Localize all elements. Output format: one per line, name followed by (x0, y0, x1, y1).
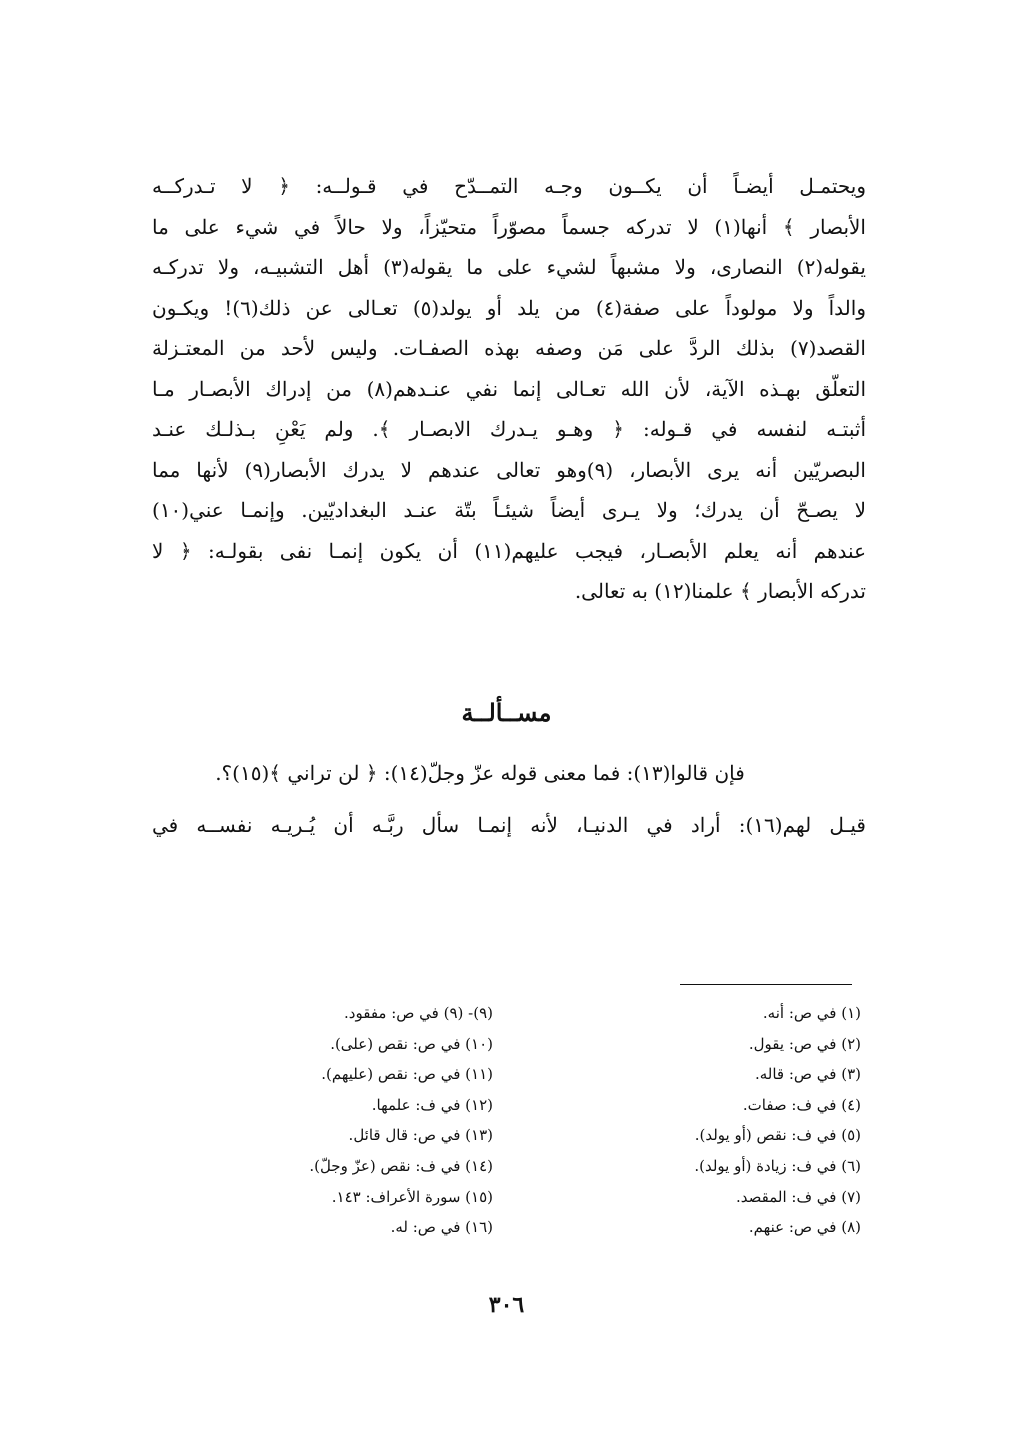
text-line: لا يصـحّ أن يدرك؛ ولا يـرى أيضاً شيئـاً بتّة عنـد البغداديّين. وإنمـا عني(١٠) (152, 498, 866, 522)
text-line: ويحتمـل أيضـاً أن يكــون وجـه التمــدّح في قـولــه: ﴿ لا تـدركــه (152, 174, 866, 198)
footnote: (١٥) سورة الأعراف: ١٤٣. (331, 1187, 493, 1206)
footnote: (٨) في ص: عنهم. (748, 1218, 861, 1237)
footnote: (١١) في ص: نقص (عليهم). (321, 1065, 493, 1084)
footnote: (١٦) في ص: له. (390, 1218, 493, 1237)
text-line: التعلّق بهـذه الآية، لأن الله تعـالى إنما نفي عنـدهم(٨) من إدراك الأبصـار مـا (152, 376, 866, 401)
footnote: (١) في ص: أنه. (762, 1004, 861, 1022)
footnotes-right-column (641, 998, 861, 1243)
text-line: البصريّين أنه يرى الأبصار، (٩)وهو تعالى عندهم لا يدرك الأبصار(٩) لأنها مما (152, 457, 866, 482)
text-line: والداً ولا مولوداً على صفة(٤) من يلد أو يولد(٥) تعـالى عن ذلك(٦)! ويكـون (152, 295, 866, 320)
footnote: (٢) في ص: يقول. (748, 1034, 861, 1053)
footnote: (٩)- (٩) في ص: مفقود. (344, 1004, 493, 1022)
footnote: (٤) في ف: صفات. (742, 1095, 861, 1114)
text-line: أثبتـه لنفسه في قـوله: ﴿ وهـو يـدرك الابصـار ﴾. ولم يَعْنِ بـذلـك عنـد (152, 417, 866, 441)
question-line: فإن قالوا(١٣): فما معنى قوله عزّ وجلّ(١٤): ﴿ لن تراني ﴾(١٥)؟. (215, 761, 745, 785)
section-heading: مســألــة (461, 698, 552, 727)
answer-paragraph (152, 805, 866, 846)
text-line: عندهم أنه يعلم الأبصـار، فيجب عليهم(١١) أن يكون إنمـا نفى بقولـه: ﴿ لا (152, 538, 866, 563)
footnote: (١٠) في ص: نقص (على). (330, 1034, 493, 1053)
footnote: (٦) في ف: زيادة (أو يولد). (694, 1156, 861, 1175)
footnote: (٣) في ص: قاله. (754, 1065, 861, 1084)
text-line: الأبصار ﴾ أنها(١) لا تدركه جسماً مصوّراً متحيّزاً، ولا حالاً في شيء على ما (152, 214, 866, 239)
page-number: ٣٠٦ (488, 1292, 525, 1318)
footnote: (١٣) في ص: قال قائل. (348, 1126, 493, 1145)
text-line: يقوله(٢) النصارى، ولا مشبهاً لشيء على ما يقوله(٣) أهل التشبيـه، ولا تدركـه (152, 255, 866, 279)
footnote: (٧) في ف: المقصد. (735, 1187, 861, 1206)
text-line: القصد(٧) بذلك الردَّ على مَن وصفه بهذه الصفـات. وليس لأحد من المعتـزلة (152, 336, 866, 360)
footnote: (١٢) في ف: علمها. (371, 1095, 493, 1114)
footnote: (٥) في ف: نقص (أو يولد). (694, 1126, 861, 1145)
footnote-divider (680, 984, 852, 985)
footnotes-left-column (233, 998, 493, 1243)
main-paragraph (152, 166, 866, 612)
text-line: قيـل لهم(١٦): أراد في الدنيـا، لأنه إنمـا سأل ربَّـه أن يُـريـه نفســه في (152, 813, 866, 837)
footnote: (١٤) في ف: نقص (عزّ وجلّ). (309, 1156, 493, 1175)
text-line: تدركه الأبصار ﴾ علمنا(١٢) به تعالى. (574, 579, 866, 603)
